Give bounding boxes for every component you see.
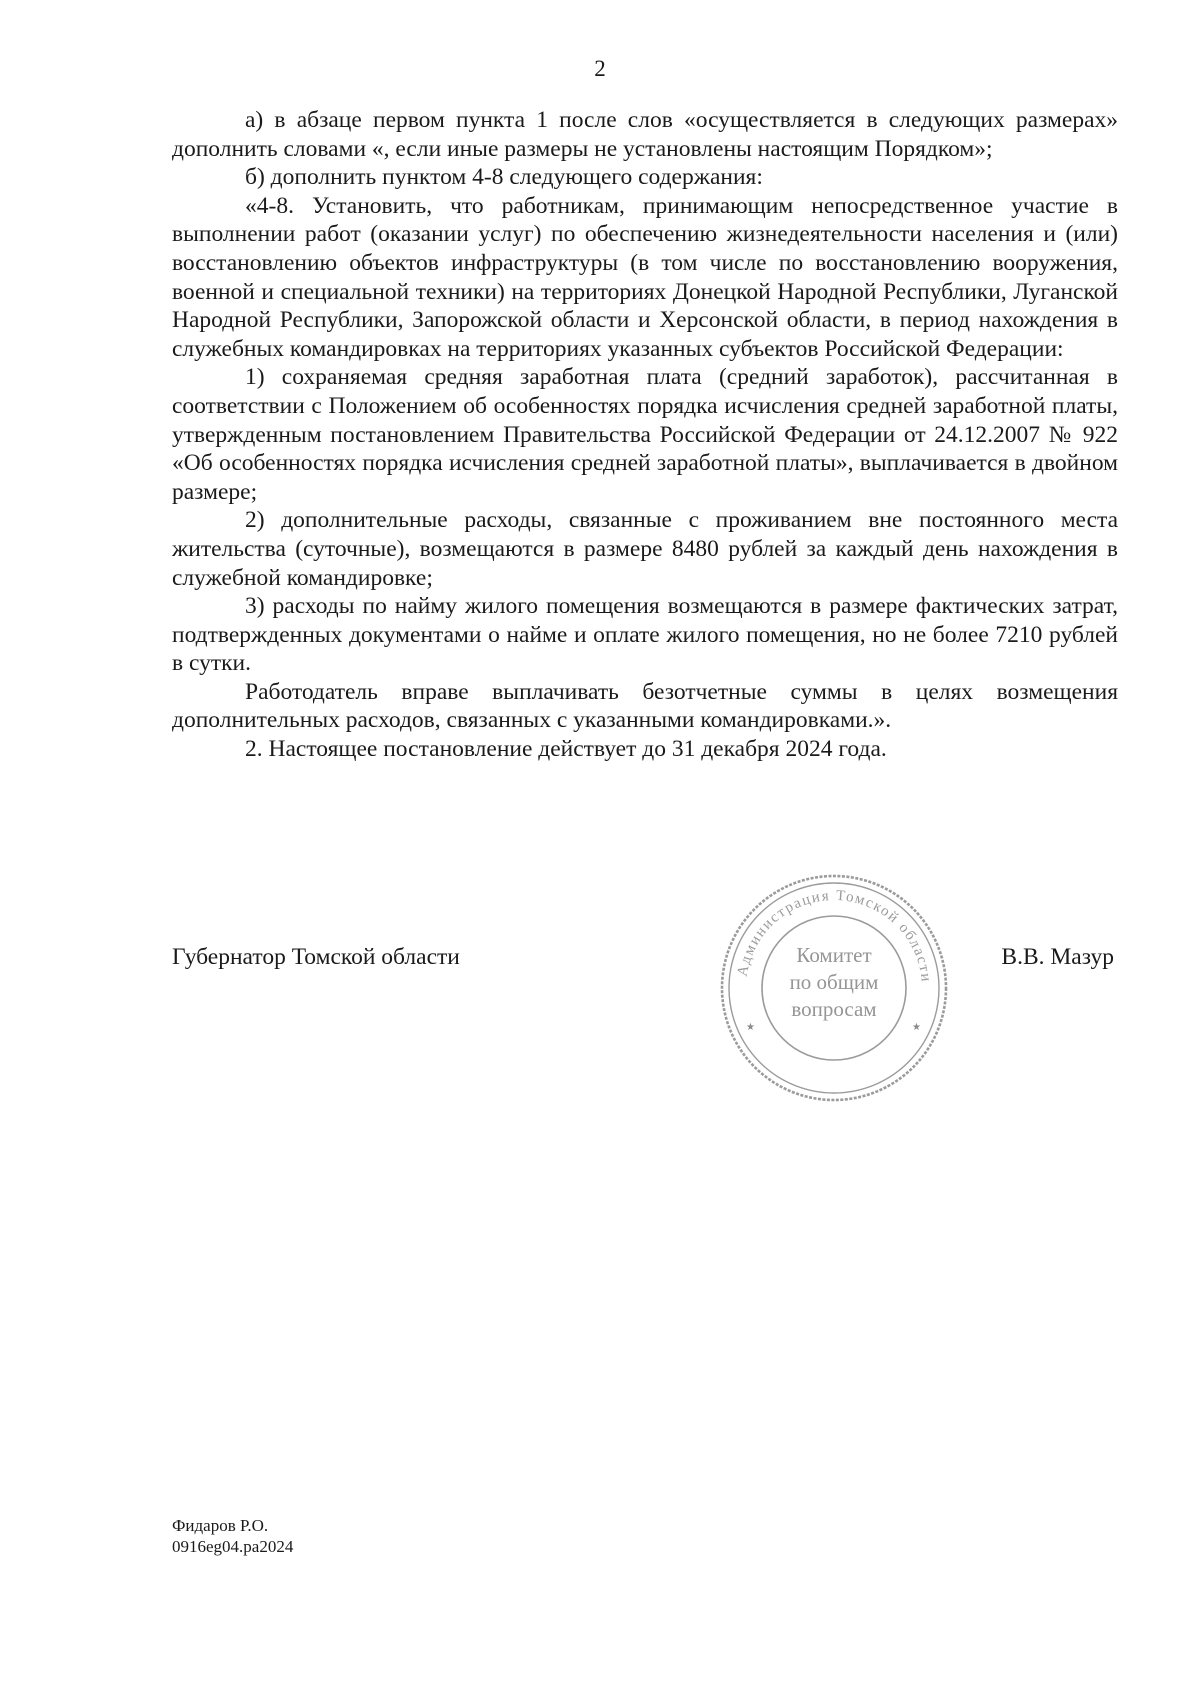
executor-name: Фидаров Р.О.	[172, 1516, 269, 1535]
page-number: 2	[594, 56, 606, 81]
paragraph-employer: Работодатель вправе выплачивать безотчетные суммы в целях возмещения дополнительных расходов, связанных с указанными командировками.».	[172, 678, 1118, 734]
official-stamp	[716, 870, 952, 1106]
document-code: 0916eg04.pa2024	[172, 1537, 294, 1556]
paragraph-item-a: а) в абзаце первом пункта 1 после слов «осуществляется в следующих размерах» дополнить словами «, если иные размеры не установлены настоящим Порядком»;	[172, 107, 1118, 162]
document-footer	[172, 1515, 293, 1557]
paragraph-subitem-1: 1) сохраняемая средняя заработная плата (средний заработок), рассчитанная в соответствии с Положением об особенностях порядка исчисления средней заработной платы, утвержденным постановлением Правительства Российской Федерации от 24.12.2007 № 922 «Об особенностях порядка исчисления средней заработной платы», выплачивается в двойном размере;	[172, 364, 1118, 505]
paragraph-validity: 2. Настоящее постановление действует до 31 декабря 2024 года.	[245, 736, 887, 763]
stamp-ring-dot-left: ★	[746, 1022, 755, 1033]
stamp-center-line-2: по общим	[789, 970, 879, 994]
document-body	[172, 106, 1118, 764]
signatory-name: В.В. Мазур	[1001, 944, 1114, 970]
paragraph-clause-4-8: «4-8. Установить, что работникам, принимающим непосредственное участие в выполнении работ (оказании услуг) по обеспечению жизнедеятельности населения и (или) восстановлению объектов инфраструктуры (в том числе по восстановлению вооружения, военной и специальной техники) на территориях Донецкой Народной Республики, Луганской Народной Республики, Запорожской области и Херсонской области, в период нахождения в служебных командировках на территориях указанных субъектов Российской Федерации:	[172, 192, 1118, 362]
stamp-ring-text: Администрация Томской области	[734, 887, 934, 984]
signatory-position: Губернатор Томской области	[172, 944, 460, 970]
stamp-center-line-1: Комитет	[796, 943, 872, 967]
paragraph-item-b: б) дополнить пунктом 4-8 следующего содержания:	[245, 164, 763, 191]
stamp-ring-dot-right: ★	[912, 1022, 921, 1033]
stamp-center-line-3: вопросам	[791, 997, 877, 1021]
paragraph-subitem-2: 2) дополнительные расходы, связанные с проживанием вне постоянного места жительства (суточные), возмещаются в размере 8480 рублей за каждый день нахождения в служебной командировке;	[172, 507, 1118, 591]
paragraph-subitem-3: 3) расходы по найму жилого помещения возмещаются в размере фактических затрат, подтвержденных документами о найме и оплате жилого помещения, но не более 7210 рублей в сутки.	[172, 593, 1118, 677]
